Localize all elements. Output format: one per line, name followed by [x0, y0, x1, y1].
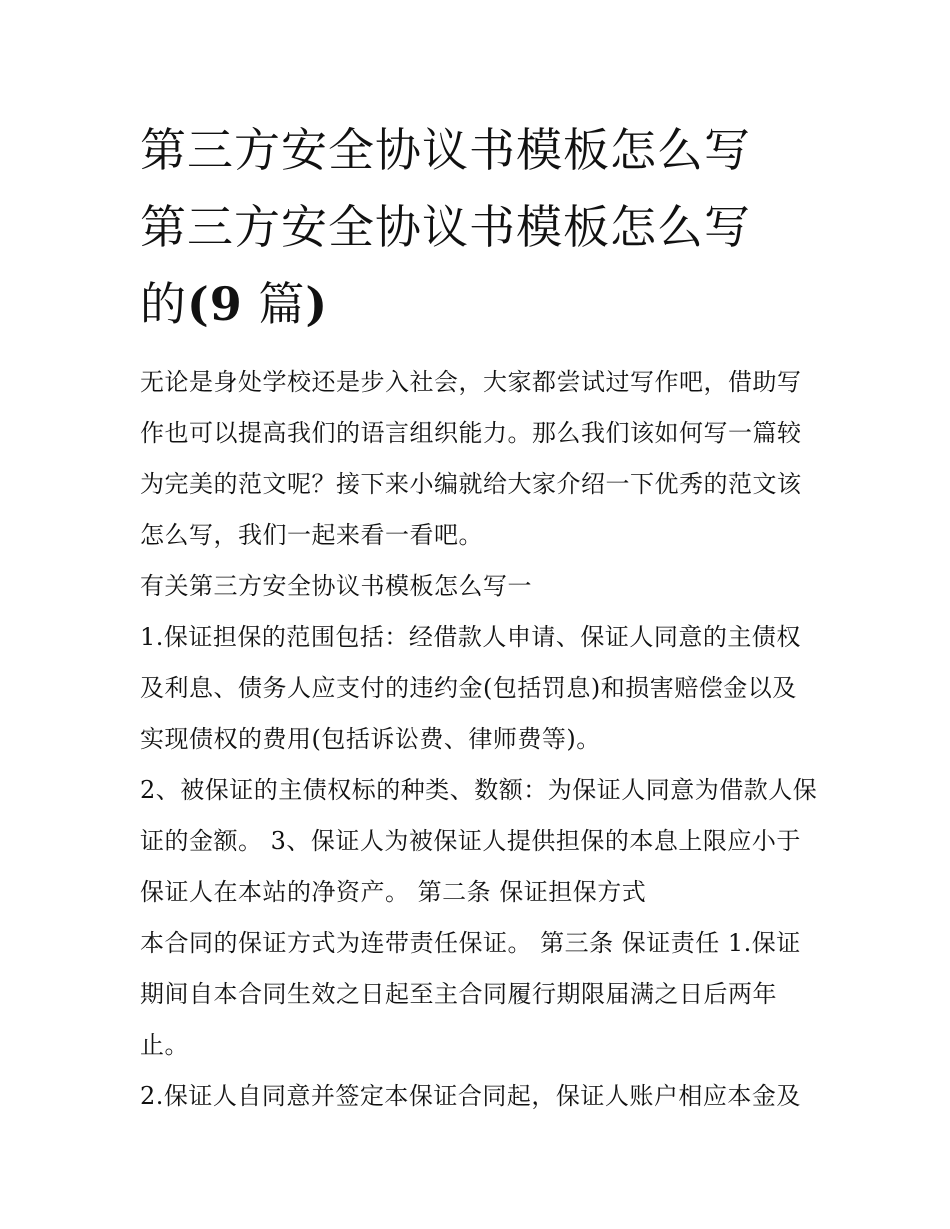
clause-4-paragraph: 2.保证人自同意并签定本保证合同起，保证人账户相应本金及: [140, 1082, 801, 1110]
title-line-3-prefix: 的: [140, 277, 187, 331]
clause-1-paragraph: 1.保证担保的范围包括：经借款人申请、保证人同意的主债权及利息、债务人应支付的违约金(包括罚息)和损害赔偿金以及实现债权的费用(包括诉讼费、律师费等)。: [140, 623, 801, 753]
title-line-3-suffix: 篇: [242, 277, 306, 331]
document-title: [140, 112, 820, 343]
title-line-1: 第三方安全协议书模板怎么写: [140, 123, 751, 177]
clause-3-paragraph: 本合同的保证方式为连带责任保证。 第三条 保证责任 1.保证期间自本合同生效之日起至主合同履行期限届满之日后两年止。: [140, 929, 801, 1059]
section-heading: 有关第三方安全协议书模板怎么写一: [140, 572, 532, 600]
title-line-2: 第三方安全协议书模板怎么写: [140, 200, 751, 254]
title-line-3-end: ): [305, 277, 329, 331]
document-body: [140, 112, 820, 1122]
title-line-3-count: (9: [187, 277, 243, 331]
intro-paragraph: 无论是身处学校还是步入社会，大家都尝试过写作吧，借助写作也可以提高我们的语言组织能力。那么我们该如何写一篇较为完美的范文呢？接下来小编就给大家介绍一下优秀的范文该怎么写，我们一起来看一看吧。: [140, 368, 802, 549]
clause-2-paragraph: 2、被保证的主债权标的种类、数额：为保证人同意为借款人保证的金额。 3、保证人为被保证人提供担保的本息上限应小于保证人在本站的净资产。 第二条 保证担保方式: [140, 776, 818, 906]
